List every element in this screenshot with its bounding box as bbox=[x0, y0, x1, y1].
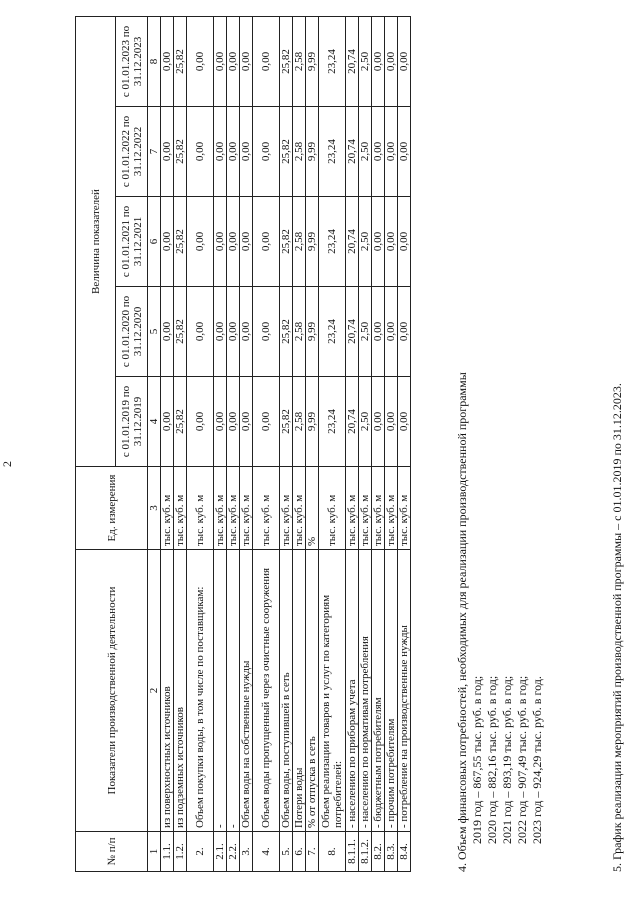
row-value: 2,50 bbox=[359, 287, 372, 377]
row-indicator: - населению по приборам учета bbox=[346, 550, 359, 832]
table-row bbox=[187, 17, 214, 872]
row-value: 0,00 bbox=[398, 377, 411, 467]
row-unit: тыс. куб. м bbox=[214, 467, 227, 550]
row-number: 8.2. bbox=[372, 832, 385, 872]
row-indicator: - бюджетным потребителям bbox=[372, 550, 385, 832]
table-row bbox=[398, 17, 411, 872]
row-value: 23,24 bbox=[319, 377, 346, 467]
row-value: 0,00 bbox=[214, 197, 227, 287]
table-row bbox=[253, 17, 280, 872]
row-value: 0,00 bbox=[372, 197, 385, 287]
row-number: 8.3. bbox=[385, 832, 398, 872]
row-value: 25,82 bbox=[174, 107, 187, 197]
table-row bbox=[306, 17, 319, 872]
schedule-line: 5. График реализации мероприятий производственной программы – с 01.01.2019 по 31.12.2023. bbox=[610, 383, 624, 872]
row-value: 0,00 bbox=[398, 107, 411, 197]
row-value: 0,00 bbox=[161, 197, 174, 287]
row-value: 0,00 bbox=[398, 197, 411, 287]
row-value: 0,00 bbox=[214, 377, 227, 467]
table-row bbox=[280, 17, 293, 872]
row-number: 2. bbox=[187, 832, 214, 872]
col-number: 7 bbox=[148, 107, 161, 197]
row-number: 6. bbox=[293, 832, 306, 872]
row-value: 2,50 bbox=[359, 107, 372, 197]
finance-line: 2020 год – 882,16 тыс. руб. в год; bbox=[485, 675, 499, 844]
row-value: 2,58 bbox=[293, 107, 306, 197]
finance-section bbox=[455, 32, 545, 872]
row-value: 23,24 bbox=[319, 197, 346, 287]
row-value: 0,00 bbox=[161, 287, 174, 377]
row-indicator: Объем покупки воды, в том числе по поставщикам: bbox=[187, 550, 214, 832]
row-indicator: из поверхностных источников bbox=[161, 550, 174, 832]
row-value: 0,00 bbox=[187, 197, 214, 287]
row-number: 8. bbox=[319, 832, 346, 872]
row-value: 25,82 bbox=[280, 287, 293, 377]
row-number: 5. bbox=[280, 832, 293, 872]
row-value: 9,99 bbox=[306, 17, 319, 107]
row-value: 0,00 bbox=[214, 107, 227, 197]
row-unit: % bbox=[306, 467, 319, 550]
row-value: 23,24 bbox=[319, 287, 346, 377]
row-number: 8.4. bbox=[398, 832, 411, 872]
row-indicator: Объем реализации товаров и услуг по категориям потребителей: bbox=[319, 550, 346, 832]
row-value: 0,00 bbox=[187, 17, 214, 107]
row-value: 25,82 bbox=[280, 17, 293, 107]
row-unit: тыс. куб. м bbox=[161, 467, 174, 550]
row-value: 0,00 bbox=[227, 287, 240, 377]
row-value: 2,58 bbox=[293, 287, 306, 377]
row-value: 0,00 bbox=[187, 107, 214, 197]
col-header-period: с 01.01.2021 по 31.12.2021 bbox=[116, 197, 148, 287]
row-value: 20,74 bbox=[346, 377, 359, 467]
row-value: 0,00 bbox=[227, 107, 240, 197]
row-value: 0,00 bbox=[253, 107, 280, 197]
col-number: 6 bbox=[148, 197, 161, 287]
col-header-values-group: Величина показателей bbox=[76, 17, 116, 467]
row-number: 1.1. bbox=[161, 832, 174, 872]
row-value: 0,00 bbox=[240, 287, 253, 377]
table-row bbox=[293, 17, 306, 872]
row-value: 25,82 bbox=[174, 287, 187, 377]
row-indicator: Потери воды bbox=[293, 550, 306, 832]
row-value: 0,00 bbox=[398, 287, 411, 377]
row-value: 25,82 bbox=[174, 17, 187, 107]
row-value: 0,00 bbox=[385, 377, 398, 467]
row-value: 23,24 bbox=[319, 107, 346, 197]
table-row bbox=[227, 17, 240, 872]
row-value: 0,00 bbox=[372, 287, 385, 377]
row-unit: тыс. куб. м bbox=[253, 467, 280, 550]
row-value: 0,00 bbox=[372, 17, 385, 107]
row-value: 0,00 bbox=[240, 17, 253, 107]
col-number: 5 bbox=[148, 287, 161, 377]
row-value: 2,58 bbox=[293, 377, 306, 467]
row-value: 20,74 bbox=[346, 197, 359, 287]
row-number: 2.2. bbox=[227, 832, 240, 872]
row-unit: тыс. куб. м bbox=[319, 467, 346, 550]
row-value: 20,74 bbox=[346, 287, 359, 377]
row-value: 0,00 bbox=[187, 287, 214, 377]
col-header-unit: Ед. измерения bbox=[76, 467, 148, 550]
row-unit: тыс. куб. м bbox=[385, 467, 398, 550]
row-value: 0,00 bbox=[398, 17, 411, 107]
row-indicator: - bbox=[214, 550, 227, 832]
row-value: 0,00 bbox=[227, 377, 240, 467]
col-header-indicator: Показатели производственной деятельности bbox=[76, 550, 148, 832]
row-value: 0,00 bbox=[240, 107, 253, 197]
row-unit: тыс. куб. м bbox=[227, 467, 240, 550]
row-value: 0,00 bbox=[187, 377, 214, 467]
col-number: 8 bbox=[148, 17, 161, 107]
row-value: 9,99 bbox=[306, 107, 319, 197]
row-value: 0,00 bbox=[385, 107, 398, 197]
row-number: 4. bbox=[253, 832, 280, 872]
table-row bbox=[319, 17, 346, 872]
row-value: 20,74 bbox=[346, 107, 359, 197]
col-number: 1 bbox=[148, 832, 161, 872]
table-row bbox=[214, 17, 227, 872]
row-unit: тыс. куб. м bbox=[187, 467, 214, 550]
row-value: 20,74 bbox=[346, 17, 359, 107]
indicators-table bbox=[75, 16, 411, 872]
row-unit: тыс. куб. м bbox=[280, 467, 293, 550]
page-number: 2 bbox=[0, 461, 14, 467]
row-value: 0,00 bbox=[253, 197, 280, 287]
col-header-period: с 01.01.2019 по 31.12.2019 bbox=[116, 377, 148, 467]
row-indicator: - bbox=[227, 550, 240, 832]
row-value: 0,00 bbox=[385, 17, 398, 107]
row-value: 0,00 bbox=[253, 17, 280, 107]
row-value: 0,00 bbox=[240, 197, 253, 287]
row-number: 3. bbox=[240, 832, 253, 872]
finance-heading: 4. Объем финансовых потребностей, необходимых для реализации производственной программы bbox=[455, 372, 469, 872]
table-row bbox=[359, 17, 372, 872]
col-number: 4 bbox=[148, 377, 161, 467]
row-indicator: Объем воды на собственные нужды bbox=[240, 550, 253, 832]
row-value: 0,00 bbox=[385, 287, 398, 377]
col-header-period: с 01.01.2022 по 31.12.2022 bbox=[116, 107, 148, 197]
col-header-num: № п/п bbox=[76, 832, 148, 872]
table-row bbox=[346, 17, 359, 872]
col-number: 2 bbox=[148, 550, 161, 832]
row-number: 8.1.2. bbox=[359, 832, 372, 872]
finance-line: 2019 год – 867,55 тыс. руб. в год; bbox=[470, 675, 484, 844]
row-indicator: - прочим потребителям bbox=[385, 550, 398, 832]
row-value: 0,00 bbox=[372, 107, 385, 197]
row-unit: тыс. куб. м bbox=[372, 467, 385, 550]
row-value: 2,58 bbox=[293, 197, 306, 287]
row-number: 1.2. bbox=[174, 832, 187, 872]
row-value: 9,99 bbox=[306, 287, 319, 377]
row-value: 2,50 bbox=[359, 377, 372, 467]
row-value: 9,99 bbox=[306, 197, 319, 287]
table-row bbox=[161, 17, 174, 872]
row-value: 25,82 bbox=[280, 377, 293, 467]
row-value: 9,99 bbox=[306, 377, 319, 467]
col-header-period: с 01.01.2020 по 31.12.2020 bbox=[116, 287, 148, 377]
table-row bbox=[240, 17, 253, 872]
row-indicator: Объем воды, поступившей в сеть bbox=[280, 550, 293, 832]
row-value: 2,50 bbox=[359, 17, 372, 107]
row-unit: тыс. куб. м bbox=[359, 467, 372, 550]
row-value: 0,00 bbox=[240, 377, 253, 467]
row-value: 2,58 bbox=[293, 17, 306, 107]
row-indicator: Объем воды пропущенный через очистные сооружения bbox=[253, 550, 280, 832]
row-indicator: % от отпуска в сеть bbox=[306, 550, 319, 832]
row-value: 0,00 bbox=[227, 197, 240, 287]
row-value: 0,00 bbox=[214, 17, 227, 107]
row-unit: тыс. куб. м bbox=[398, 467, 411, 550]
row-number: 8.1.1. bbox=[346, 832, 359, 872]
row-value: 25,82 bbox=[280, 197, 293, 287]
row-value: 0,00 bbox=[161, 17, 174, 107]
row-value: 0,00 bbox=[214, 287, 227, 377]
row-unit: тыс. куб. м bbox=[293, 467, 306, 550]
row-value: 0,00 bbox=[253, 287, 280, 377]
row-value: 25,82 bbox=[174, 197, 187, 287]
row-value: 25,82 bbox=[280, 107, 293, 197]
row-value: 0,00 bbox=[372, 377, 385, 467]
row-value: 25,82 bbox=[174, 377, 187, 467]
row-indicator: - населению по нормативам потребления bbox=[359, 550, 372, 832]
row-unit: тыс. куб. м bbox=[240, 467, 253, 550]
col-header-period: с 01.01.2023 по 31.12.2023 bbox=[116, 17, 148, 107]
row-value: 0,00 bbox=[385, 197, 398, 287]
row-indicator: - потребление на производственные нужды bbox=[398, 550, 411, 832]
table-row bbox=[372, 17, 385, 872]
finance-line: 2023 год – 924,29 тыс. руб. в год. bbox=[530, 676, 544, 844]
row-value: 0,00 bbox=[253, 377, 280, 467]
table-row bbox=[174, 17, 187, 872]
finance-line: 2022 год – 907,49 тыс. руб. в год; bbox=[515, 675, 529, 844]
row-number: 2.1. bbox=[214, 832, 227, 872]
row-number: 7. bbox=[306, 832, 319, 872]
col-number: 3 bbox=[148, 467, 161, 550]
table-body bbox=[161, 17, 411, 872]
row-value: 23,24 bbox=[319, 17, 346, 107]
table-row bbox=[385, 17, 398, 872]
row-unit: тыс. куб. м bbox=[174, 467, 187, 550]
finance-line: 2021 год – 893,19 тыс. руб. в год; bbox=[500, 675, 514, 844]
row-value: 0,00 bbox=[161, 377, 174, 467]
row-indicator: из подземных источников bbox=[174, 550, 187, 832]
row-value: 0,00 bbox=[227, 17, 240, 107]
row-value: 0,00 bbox=[161, 107, 174, 197]
row-value: 2,50 bbox=[359, 197, 372, 287]
row-unit: тыс. куб. м bbox=[346, 467, 359, 550]
